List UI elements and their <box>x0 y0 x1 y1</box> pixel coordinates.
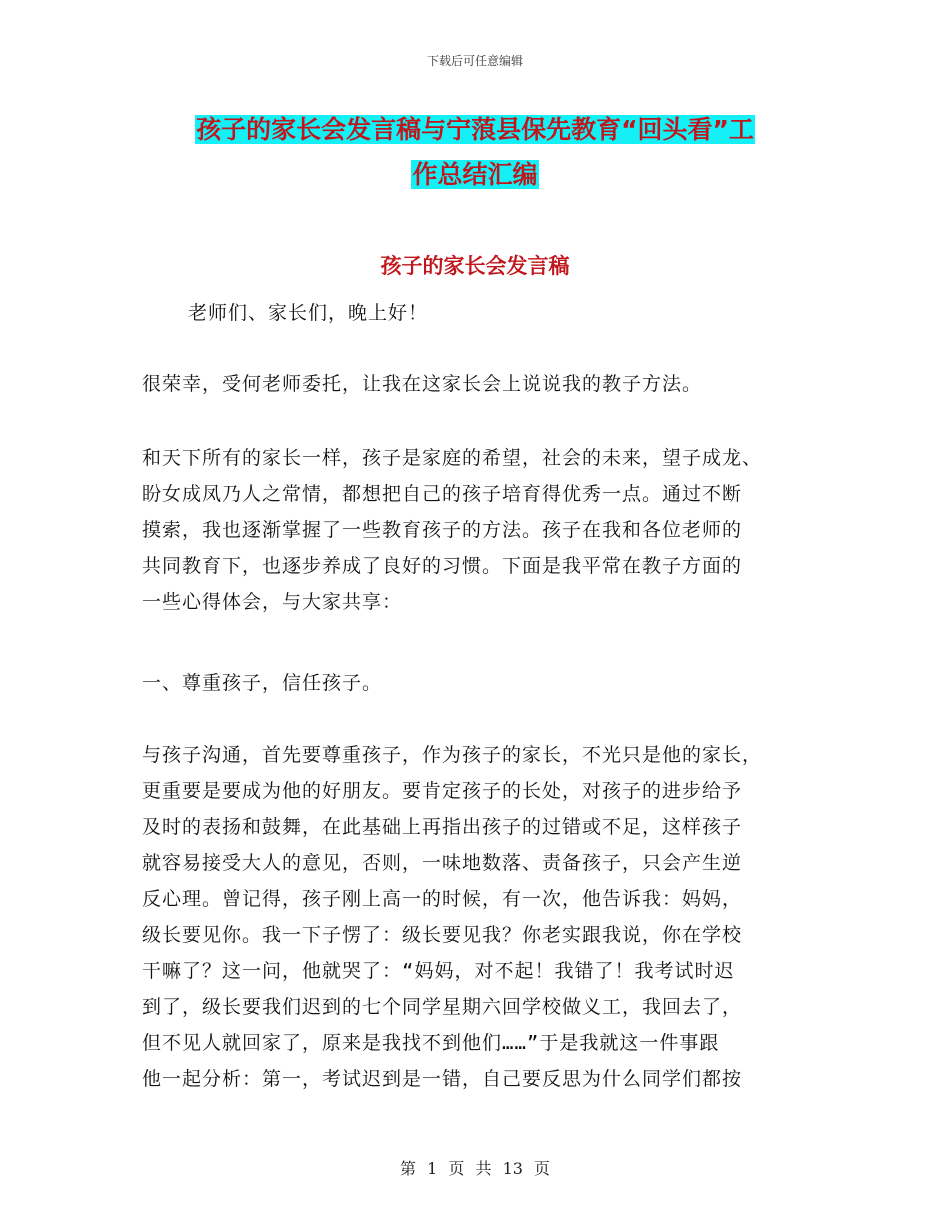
paragraph-line: 到了，级长要我们迟到的七个同学星期六回学校做义工，我回去了， <box>142 996 743 1018</box>
page-footer <box>0 1156 950 1179</box>
paragraph-line: 级长要见你。我一下子愣了：级长要见我？你老实跟我说，你在学校 <box>142 924 743 946</box>
footer-prefix: 第 <box>399 1159 416 1178</box>
greeting-paragraph <box>142 295 808 331</box>
paragraph-line: 盼女成凤乃人之常情，都想把自己的孩子培育得优秀一点。通过不断 <box>142 483 743 505</box>
section-subtitle: 孩子的家长会发言稿 <box>380 254 570 278</box>
paragraph-line: 及时的表扬和鼓舞，在此基础上再指出孩子的过错或不足，这样孩子 <box>142 816 743 838</box>
paragraph-line: 更重要是要成为他的好朋友。要肯定孩子的长处，对孩子的进步给予 <box>142 780 743 802</box>
paragraph-line: 与孩子沟通，首先要尊重孩子，作为孩子的家长，不光只是他的家长， <box>142 744 763 766</box>
paragraph-1 <box>142 366 808 402</box>
header-note: 下载后可任意编辑 <box>426 54 523 68</box>
footer-suffix: 页 <box>534 1159 551 1178</box>
footer-mid2: 共 <box>475 1159 492 1178</box>
footer-mid1: 页 <box>448 1159 465 1178</box>
paragraph-line: 很荣幸，受何老师委托，让我在这家长会上说说我的教子方法。 <box>142 373 703 395</box>
paragraph-line: 摸索，我也逐渐掌握了一些教育孩子的方法。孩子在我和各位老师的 <box>142 519 743 541</box>
paragraph-line: 但不见人就回家了，原来是我找不到他们……”于是我就这一件事跟 <box>142 1032 720 1054</box>
paragraph-line: 和天下所有的家长一样，孩子是家庭的希望，社会的未来，望子成龙、 <box>142 447 763 469</box>
section-heading-1 <box>142 665 808 701</box>
paragraph-line: 反心理。曾记得，孩子刚上高一的时候，有一次，他告诉我：妈妈， <box>142 888 743 910</box>
footer-total-pages: 13 <box>502 1159 523 1178</box>
document-title-line-1 <box>140 115 810 145</box>
paragraph-line: 他一起分析：第一，考试迟到是一错，自己要反思为什么同学们都按 <box>142 1068 743 1090</box>
title-highlight-2: 作总结汇编 <box>412 160 538 189</box>
paragraph-2 <box>142 440 808 620</box>
paragraph-line: 共同教育下，也逐步养成了良好的习惯。下面是我平常在教子方面的 <box>142 555 743 577</box>
section-heading-line: 一、尊重孩子，信任孩子。 <box>142 672 383 694</box>
paragraph-line: 一些心得体会，与大家共享： <box>142 591 403 613</box>
footer-page-number: 1 <box>427 1159 438 1178</box>
paragraph-line: 干嘛了？这一问，他就哭了：“妈妈，对不起！我错了！我考试时迟 <box>142 960 735 982</box>
paragraph-3 <box>142 737 808 1097</box>
document-title-line-2 <box>140 160 810 190</box>
greeting-line: 老师们、家长们，晚上好！ <box>188 302 429 324</box>
paragraph-line: 就容易接受大人的意见，否则，一味地数落、责备孩子，只会产生逆 <box>142 852 743 874</box>
title-highlight-1: 孩子的家长会发言稿与宁蒗县保先教育“回头看”工 <box>196 115 754 144</box>
